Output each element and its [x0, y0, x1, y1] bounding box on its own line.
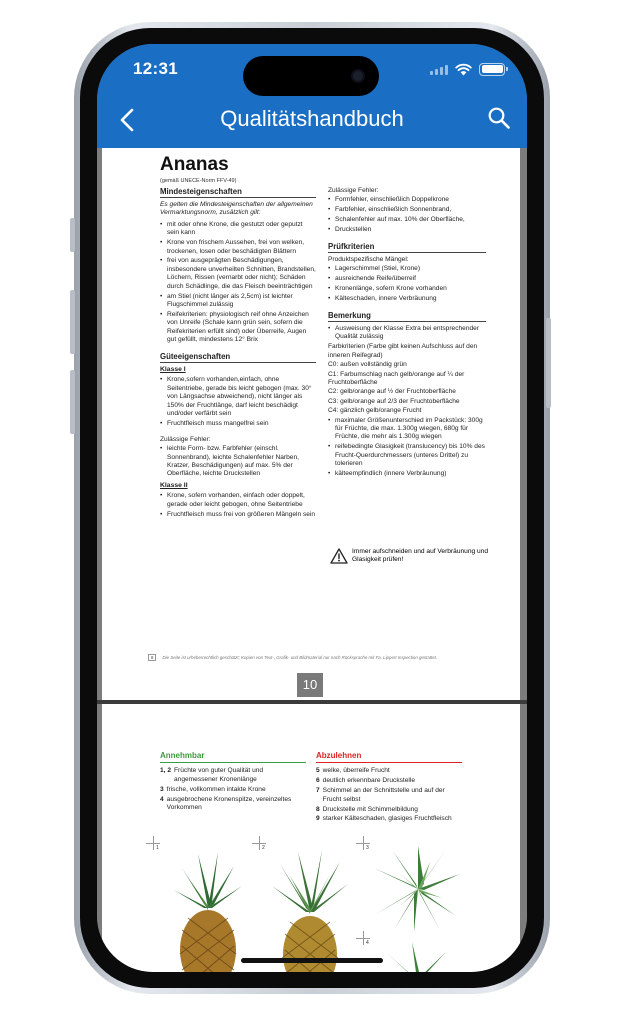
mindest-list: [160, 221, 316, 345]
volume-up-button: [70, 290, 75, 354]
screen: [97, 44, 527, 972]
list-item: • Kälteschaden, innere Verbräunung: [328, 295, 486, 303]
item-text: Früchte von guter Qualität und angemessener Kronenlänge: [174, 767, 264, 783]
abzulehnen-heading: Abzulehnen: [316, 752, 462, 763]
app-header: [97, 44, 527, 148]
list-item: • leichte Form- bzw. Farbfehler (einschl. Sonnenbrand), leichte Schalenfehler Narben, Kratzer, Beschädigungen) auf max. 5% der Oberfläche, leichte Druckstellen: [160, 445, 316, 479]
item-text: welke, überreife Frucht: [322, 767, 390, 775]
item-number: 7: [316, 787, 320, 795]
warning-text: Immer aufschneiden und auf Verbräunung und Glasigkeit prüfen!: [352, 548, 488, 564]
page-footer: [148, 654, 478, 661]
item-number: 5: [316, 767, 320, 775]
list-item: • Farbfehler, einschließlich Sonnenbrand,: [328, 206, 486, 214]
search-icon[interactable]: [487, 106, 511, 130]
item-text: ausgebrochene Kronenspitze, vereinzeltes Vorkommen: [166, 795, 292, 812]
list-item: • Krone,sofern vorhanden,einfach, ohne Seitentriebe, gerade bis leicht gebogen (max. 30° von Längsachse abweichend), nicht länger als 150% der Fruchtlänge, darf leicht beschädigt und/oder verfärbt sein: [160, 376, 316, 418]
color-criterion: C3: gelb/orange auf 2/3 der Fruchtoberfläche: [328, 397, 460, 405]
list-item: [160, 767, 306, 784]
status-time: 12:31: [133, 59, 178, 78]
section-heading: Güteeigenschaften: [160, 351, 316, 363]
list-item: • mit oder ohne Krone, die gestutzt oder geputzt sein kann: [160, 221, 316, 238]
bem-list: [328, 325, 486, 342]
fehler-list: [328, 196, 486, 234]
item-text: frische, vollkommen intakte Krone: [166, 785, 266, 793]
list-item: • maximaler Größenunterschied im Packstück: 300g für Früchte, die max. 1.300g wiegen, 680g für Früchte, die mehr als 1.300g wiegen: [328, 417, 486, 442]
column-left: [160, 186, 316, 521]
annehmbar-heading: Annehmbar: [160, 752, 306, 763]
crop-mark: [153, 836, 154, 850]
crop-mark: [363, 931, 364, 945]
klasse1-fehler-list: [160, 445, 316, 479]
battery-icon: [479, 63, 505, 76]
list-item: • Druckstellen: [328, 226, 486, 234]
pdf-viewer[interactable]: [97, 148, 527, 972]
volume-down-button: [70, 370, 75, 434]
camera-icon: [351, 69, 365, 83]
list-item: • Ausweisung der Klasse Extra bei entsprechender Qualität zulässig: [328, 325, 486, 342]
image-number: 2: [262, 845, 265, 851]
list-item: • ausreichende Reife/überreif: [328, 275, 486, 283]
section-heading: Mindesteigenschaften: [160, 186, 316, 198]
list-item: • frei von ausgeprägten Beschädigungen, insbesondere unverheilten Schnitten, Brandstellen, Löchern, Rissen (vernarbt oder nicht); Schäden durch Schädlinge, die das Fleisch beeinträchtigen: [160, 257, 316, 291]
class-heading: Klasse II: [160, 481, 188, 489]
section-heading: Prüfkriterien: [328, 241, 486, 253]
list-item: [160, 796, 306, 813]
section-heading: Bemerkung: [328, 310, 486, 322]
list-item: [316, 787, 462, 804]
klasse1-list: [160, 376, 316, 428]
color-criterion: C0: außen vollständig grün: [328, 361, 407, 369]
pruef-list: [328, 265, 486, 303]
doc-title: Ananas: [160, 154, 229, 175]
farb-intro: Farbkriterien (Farbe gibt keinen Aufschluss auf den inneren Reifegrad): [328, 343, 478, 359]
pruef-label: Produktspezifische Mängel:: [328, 256, 409, 264]
signal-icon: [430, 64, 448, 75]
pineapple-image-2: [270, 850, 350, 972]
bem-list-2: [328, 417, 486, 479]
list-item: [316, 777, 462, 785]
warning-note: [330, 548, 490, 565]
warning-icon: [330, 548, 348, 564]
item-number: 8: [316, 805, 320, 813]
home-indicator[interactable]: [241, 958, 383, 963]
page-title: Qualitätshandbuch: [220, 106, 404, 131]
item-number: 3: [160, 785, 164, 793]
annehmbar-column: [160, 752, 306, 814]
list-item: [316, 767, 462, 775]
item-text: deutlich erkennbare Druckstelle: [322, 777, 416, 785]
color-criterion: C1: Farbumschlag nach gelb/orange auf ¼ der Fruchtoberfläche: [328, 370, 465, 386]
crop-mark: [363, 836, 364, 850]
list-item: • am Stiel (nicht länger als 2,5cm) ist leichter Flugschimmel zulässig: [160, 293, 316, 310]
list-item: [316, 806, 462, 814]
footer-text: Die Seite ist urheberrechtlich geschützt; Kopien von Text-, Grafik- und Bildmaterial nur nach Rücksprache mit Fa. Lippert Inspection gestattet.: [162, 655, 438, 660]
list-item: • Krone, sofern vorhanden, einfach oder doppelt, gerade oder leicht gebogen, ohne Seitentriebe: [160, 492, 316, 509]
dynamic-island: [243, 56, 379, 96]
item-number: 9: [316, 815, 320, 823]
list-item: • Reifekriterien: physiologisch reif ohne Anzeichen von Unreife (Schale kann grün sein, sofern die Reifekriterien erfüllt sind) oder Überreife, Augen gut gefüllt, mindestens 12° Brix: [160, 311, 316, 345]
list-item: • Schalenfehler auf max. 10% der Oberfläche,: [328, 216, 486, 224]
list-item: • Lagerschimmel (Stiel, Krone): [328, 265, 486, 273]
image-number: 1: [156, 845, 159, 851]
image-number: 3: [366, 845, 369, 851]
status-icons: [430, 62, 505, 76]
fehler-label: Zulässige Fehler:: [328, 187, 379, 194]
intro-text: Es gelten die Mindesteigenschaften der allgemeinen Vermarktungsnorm, zusätzlich gilt:: [160, 201, 313, 217]
klasse2-list: [160, 492, 316, 519]
list-item: • Kronenlänge, sofern Krone vorhanden: [328, 285, 486, 293]
item-text: Schimmel an der Schnittstelle und auf der Frucht selbst: [322, 787, 445, 803]
list-item: • reifebedingte Glasigkeit (translucency) bis 10% des Frucht-Querdurchmessers (unteres Drittel) zu tolerieren: [328, 443, 486, 468]
list-item: • Fruchtfleisch muss frei von größeren Mängeln sein: [160, 511, 316, 519]
item-number: 6: [316, 777, 320, 785]
item-text: starker Kälteschaden, glasiges Fruchtfleisch: [322, 815, 452, 823]
power-button: [546, 318, 551, 408]
item-number: 4: [160, 795, 164, 803]
color-criterion: C2: gelb/orange auf ½ der Fruchtoberfläche: [328, 388, 456, 396]
item-number: 1, 2: [160, 767, 171, 775]
abzulehnen-column: [316, 752, 462, 825]
pdf-page: [102, 148, 520, 700]
pdf-page: [102, 704, 520, 972]
crop-mark: [259, 836, 260, 850]
page-indicator: 10: [297, 673, 323, 697]
list-item: [316, 815, 462, 823]
item-text: Druckstelle mit Schimmelbildung: [322, 805, 418, 813]
list-item: • Fruchtfleisch muss mangelfrei sein: [160, 420, 316, 428]
pineapple-image-1: [168, 850, 248, 972]
footer-page-number: 8: [148, 654, 156, 661]
doc-subtitle: (gemäß UNECE-Norm FFV-49): [160, 178, 237, 184]
wifi-icon: [455, 63, 472, 76]
class-heading: Klasse I: [160, 366, 186, 373]
list-item: • Krone von frischem Aussehen, frei von welken, trockenen, losen oder beschädigten Blättern: [160, 239, 316, 256]
list-item: • Formfehler, einschließlich Doppelkrone: [328, 196, 486, 204]
fehler-label: Zulässige Fehler:: [160, 435, 211, 443]
color-criterion: C4: gänzlich gelb/orange Frucht: [328, 407, 422, 415]
column-right: [328, 186, 486, 480]
action-button: [70, 218, 75, 252]
list-item: • kälteempfindlich (innere Verbräunung): [328, 470, 486, 478]
list-item: [160, 786, 306, 794]
pineapple-crown-image-4: [382, 940, 452, 972]
image-number: 4: [366, 940, 369, 946]
pineapple-crown-image-3: [370, 844, 466, 934]
